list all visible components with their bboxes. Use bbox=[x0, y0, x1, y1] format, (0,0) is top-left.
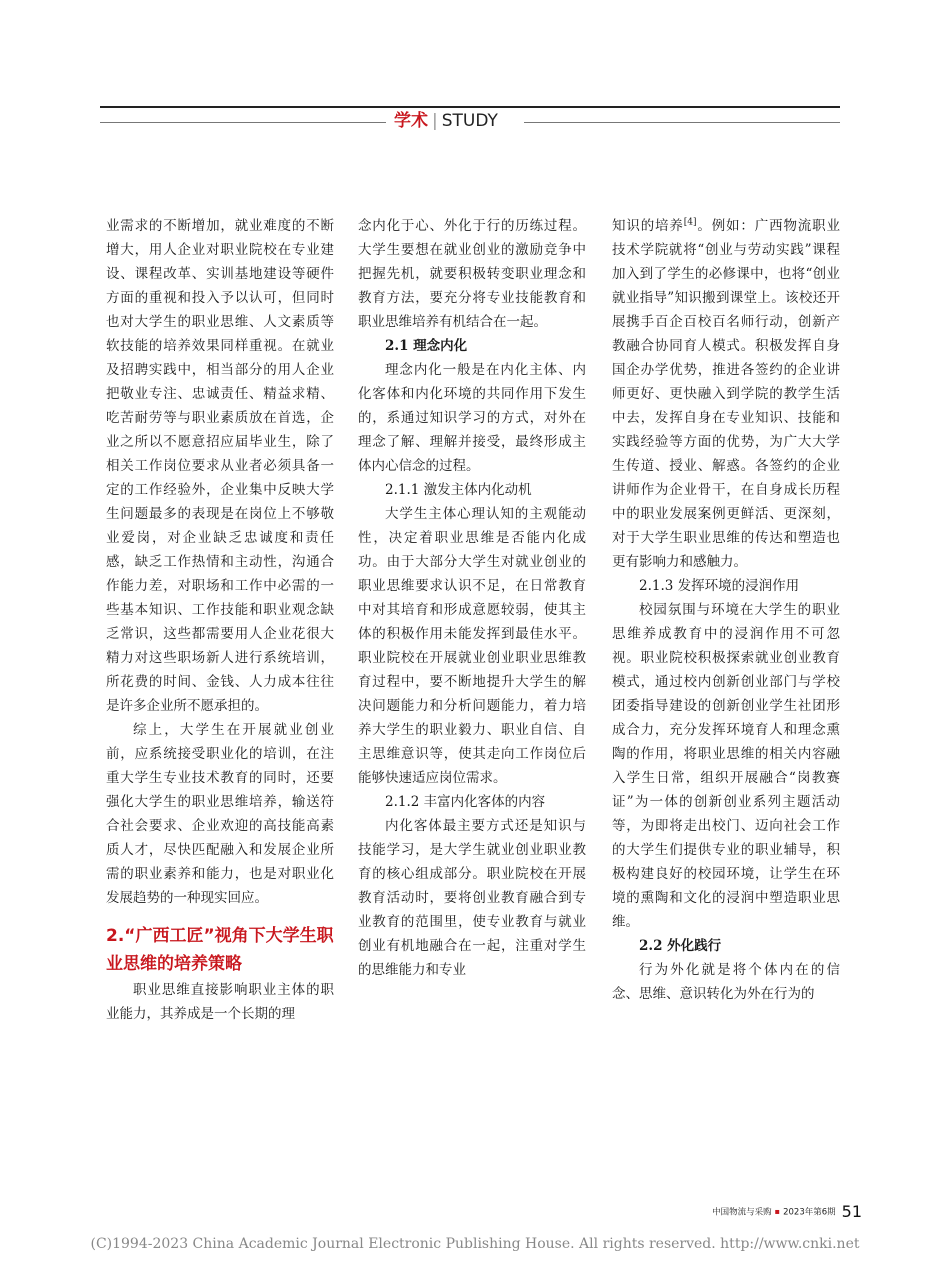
subheading-2-1-2: 2.1.2 丰富内化客体的内容 bbox=[385, 794, 546, 810]
column-1 bbox=[106, 214, 334, 1026]
copyright-notice: (C)1994-2023 China Academic Journal Electronic Publishing House. All rights reserved. http://www.cnki.net bbox=[90, 1236, 860, 1252]
section-tag-separator: | bbox=[432, 111, 438, 131]
square-icon: ▪ bbox=[774, 1207, 781, 1216]
paragraph: 大学生主体心理认知的主观能动性，决定着职业思维是否能内化成功。由于大部分大学生对就业创业的职业思维要求认识不足，在日常教育中对其培育和形成意愿较弱，使其主体的积极作用未能发挥到最佳水平。职业院校在开展就业创业职业思维教育过程中，要不断地提升大学生的解决问题能力和分析问题能力，着力培养大学生的职业毅力、职业自信、自主思维意识等，使其走向工作岗位后能够快速适应岗位需求。 bbox=[358, 506, 586, 786]
paragraph-text: 。例如：广西物流职业技术学院就将“创业与劳动实践”课程加入到了学生的必修课中，也将“创业就业指导”知识搬到课堂上。该校还开展携手百企百校百名师行动，创新产教融合协同育人模式。积极发挥自身国企办学优势，推进各签约的企业讲师更好、更快融入到学院的教学生活中去，发挥自身在专业知识、技能和实践经验等方面的优势，为广大大学生传道、授业、解惑。各签约的企业讲师作为企业骨干，在自身成长历程中的职业发展案例更鲜活、更深刻，对于大学生职业思维的传达和塑造也更有影响力和感触力。 bbox=[612, 218, 840, 570]
paragraph: 业需求的不断增加，就业难度的不断增大，用人企业对职业院校在专业建设、课程改革、实训基地建设等硬件方面的重视和投入予以认可，但同时也对大学生的职业思维、人文素质等软技能的培养效果同样重视。在就业及招聘实践中，相当部分的用人企业把敬业专注、忠诚责任、精益求精、吃苦耐劳等与职业素质放在首选，企业之所以不愿意招应届毕业生，除了相关工作岗位要求从业者必须具备一定的工作经验外，企业集中反映大学生问题最多的表现是在岗位上不够敬业爱岗，对企业缺乏忠诚度和责任感，缺乏工作热情和主动性，沟通合作能力差，对职场和工作中必需的一些基本知识、工作技能和职业观念缺乏常识，这些都需要用人企业花很大精力对这些职场新人进行系统培训，所花费的时间、金钱、人力成本往往是许多企业所不愿承担的。 bbox=[106, 218, 334, 714]
paragraph-text: 知识的培养 bbox=[612, 218, 684, 234]
journal-name: 中国物流与采购 bbox=[712, 1207, 772, 1218]
header-rule-left bbox=[100, 122, 386, 123]
section-tag-cn: 学术 bbox=[394, 111, 428, 131]
paragraph: 内化客体最主要方式还是知识与技能学习，是大学生就业创业职业教育的核心组成部分。职业院校在开展教育活动时，要将创业教育融合到专业教育的范围里，使专业教育与就业创业有机地融合在一起，注重对学生的思维能力和专业 bbox=[358, 818, 586, 978]
page-footer bbox=[712, 1201, 862, 1221]
paragraph: 综上，大学生在开展就业创业前，应系统接受职业化的培训，在注重大学生专业技术教育的同时，还要强化大学生的职业思维培养，输送符合社会要求、企业欢迎的高技能高素质人才，尽快匹配融入和发展企业所需的职业素养和能力，也是对职业化发展趋势的一种现实回应。 bbox=[106, 722, 334, 906]
column-2 bbox=[358, 214, 586, 982]
section-heading-2: 2.“广西工匠”视角下大学生职业思维的培养策略 bbox=[106, 926, 334, 974]
subheading-2-1: 2.1 理念内化 bbox=[385, 338, 468, 354]
paragraph: 行为外化就是将个体内在的信念、思维、意识转化为外在行为的 bbox=[612, 962, 840, 1002]
paragraph: 校园氛围与环境在大学生的职业思维养成教育中的浸润作用不可忽视。职业院校积极探索就业创业教育模式，通过校内创新创业部门与学校团委指导建设的创新创业学生社团形成合力，充分发挥环境育人和理念熏陶的作用，将职业思维的相关内容融入学生日常，组织开展融合“岗教赛证”为一体的创新创业系列主题活动等，为即将走出校门、迈向社会工作的大学生们提供专业的职业辅导，积极构建良好的校园环境，让学生在环境的熏陶和文化的浸润中塑造职业思维。 bbox=[612, 602, 840, 930]
paragraph: 理念内化一般是在内化主体、内化客体和内化环境的共同作用下发生的，系通过知识学习的方式，对外在理念了解、理解并接受，最终形成主体内心信念的过程。 bbox=[358, 362, 586, 474]
paragraph: 职业思维直接影响职业主体的职业能力，其养成是一个长期的理 bbox=[106, 982, 334, 1022]
subheading-2-2: 2.2 外化践行 bbox=[639, 938, 722, 954]
subheading-2-1-3: 2.1.3 发挥环境的浸润作用 bbox=[639, 578, 800, 594]
subheading-2-1-1: 2.1.1 激发主体内化动机 bbox=[385, 482, 532, 498]
paragraph bbox=[612, 214, 840, 574]
issue-number: 2023年第6期 bbox=[783, 1207, 836, 1218]
section-tag-en: STUDY bbox=[441, 111, 498, 131]
paragraph: 念内化于心、外化于行的历练过程。大学生要想在就业创业的激励竞争中把握先机，就要积极转变职业理念和教育方法，要充分将专业技能教育和职业思维培养有机结合在一起。 bbox=[358, 218, 586, 330]
section-tag bbox=[394, 108, 498, 134]
citation-ref: [4] bbox=[683, 217, 697, 228]
header-rule-right bbox=[524, 122, 840, 123]
page-number: 51 bbox=[841, 1202, 862, 1221]
column-3 bbox=[612, 214, 840, 1006]
